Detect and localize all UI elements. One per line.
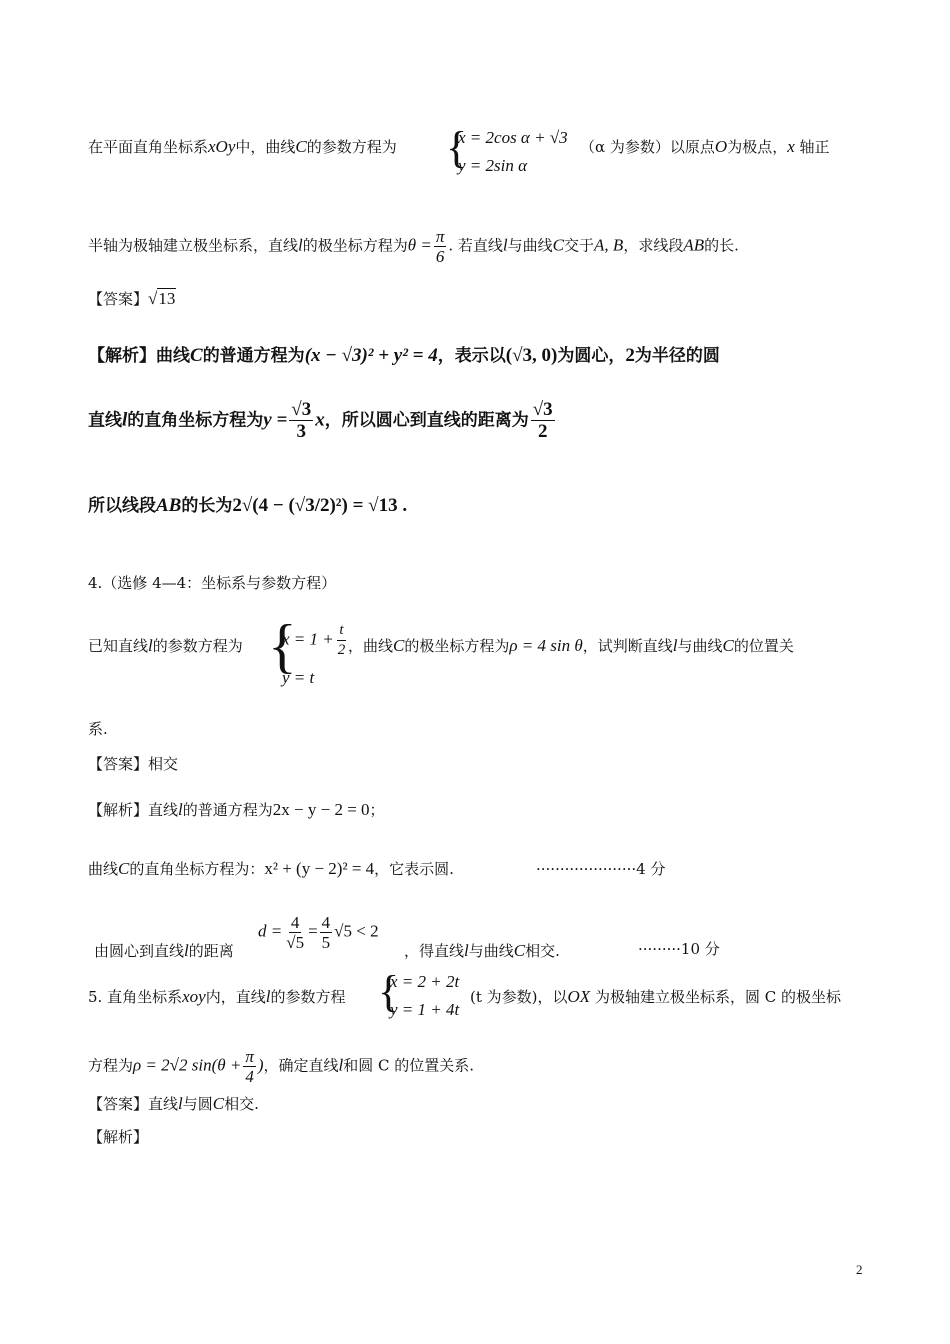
equation-x <box>282 622 349 659</box>
numerator: √3 <box>532 399 553 420</box>
text: ； <box>369 801 385 819</box>
math-l: l <box>184 941 189 960</box>
math-xoy: xoy <box>182 987 206 1006</box>
p5-param-system <box>378 968 468 1024</box>
left-brace-icon: { <box>378 967 400 1016</box>
p4-analysis-line3b <box>404 942 560 959</box>
text: ，曲线 <box>348 637 394 655</box>
text: 为半径的圆 <box>634 346 720 366</box>
text: 的长为 <box>181 496 233 516</box>
text: 已知直线 <box>88 637 149 655</box>
numerator: π <box>435 227 445 246</box>
score-mark: ·········10 分 <box>638 940 720 958</box>
text: 5. 直角坐标系 <box>88 988 183 1006</box>
text: 的参数方程 <box>270 988 346 1006</box>
denominator: 3 <box>296 421 307 442</box>
p5-question-line1 <box>88 988 345 1005</box>
text: 的长. <box>704 236 739 255</box>
equation-circle: x² + (y − 2)² = 4 <box>264 859 375 878</box>
fraction-4-sqrt5 <box>284 914 306 951</box>
p3-analysis-line1 <box>88 346 720 365</box>
answer-value: √13 <box>148 289 176 308</box>
math-c: C <box>722 636 734 655</box>
text: 直线 <box>148 1095 179 1113</box>
text: 与曲线 <box>468 942 514 960</box>
math-ab: AB <box>683 235 705 255</box>
equation-y: y = 2sin α <box>458 156 528 175</box>
answer-value: 相交 <box>148 755 179 773</box>
text: 系. <box>88 720 108 738</box>
p3-answer <box>88 290 176 307</box>
text: ，确定直线 <box>263 1056 339 1075</box>
text: 的普通方程为 <box>182 801 273 819</box>
text: 与曲线 <box>677 637 723 655</box>
denominator: 2 <box>337 642 346 658</box>
p4-param-system <box>268 613 348 692</box>
math-c: C <box>393 636 405 655</box>
text: 和圆 C 的位置关系. <box>343 1056 475 1075</box>
math-x: x <box>315 409 325 431</box>
math-theta: θ = <box>407 235 432 255</box>
math-o: O <box>714 137 728 156</box>
text: (t 为参数)，以 <box>470 988 568 1006</box>
equation-y: y = 1 + 4t <box>390 1000 460 1019</box>
text: 直线 <box>148 801 179 819</box>
text: 由圆心到直线 <box>94 942 185 960</box>
equation-circle: (x − √3)² + y² = 4 <box>304 345 438 366</box>
text: （α 为参数）以原点 <box>580 138 715 156</box>
text: 曲线 <box>88 860 119 878</box>
math-c: C <box>552 235 565 255</box>
numerator: t <box>337 622 345 641</box>
fraction-4-5 <box>320 914 333 951</box>
equation-line: 2x − y − 2 = 0 <box>272 800 370 819</box>
p3-analysis-line3 <box>88 496 407 515</box>
math-ab: AB <box>156 495 182 516</box>
p5-analysis <box>88 1130 148 1145</box>
math-l: l <box>502 235 508 255</box>
text: 与圆 <box>182 1095 213 1113</box>
text: 曲线 <box>156 346 190 366</box>
text: 中，曲线 <box>235 138 296 156</box>
fraction-t-2 <box>336 622 348 659</box>
answer-label: 【答案】 <box>88 755 149 773</box>
p4-distance-eq: d = $\frac{4}{√5}$ = $\frac{4}{5}$ √5 < 2 <box>258 913 379 952</box>
math-two: 2 <box>625 345 635 366</box>
math-ox: OX <box>567 987 591 1006</box>
math-c: C <box>190 345 203 366</box>
text: 轴正 <box>799 138 830 156</box>
text: 方程为 <box>88 1056 134 1075</box>
math-xoy: xOy <box>208 137 236 156</box>
analysis-label: 【解析】 <box>88 346 156 366</box>
p4-analysis-line3 <box>94 942 234 959</box>
text: 的距离 <box>188 942 234 960</box>
analysis-label: 【解析】 <box>88 1128 149 1146</box>
text: 直线 <box>88 410 122 431</box>
text: 为极轴建立极坐标系，圆 C 的极坐标 <box>594 988 841 1006</box>
text: 的极坐标方程为 <box>404 637 510 655</box>
p4-question-line1 <box>88 637 243 654</box>
answer-label: 【答案】 <box>88 1095 149 1113</box>
p3-question-line1 <box>88 138 397 155</box>
denominator: 6 <box>435 247 445 266</box>
text: ，所以圆心到直线的距离为 <box>324 410 529 431</box>
text: 为极点， <box>727 138 788 156</box>
math-l: l <box>338 1055 344 1075</box>
p4-question-line2 <box>88 722 108 737</box>
denominator: 2 <box>537 421 548 442</box>
math-y: y = <box>263 409 288 431</box>
denominator: 5 <box>321 933 331 952</box>
numerator: π <box>245 1047 254 1066</box>
math-l: l <box>464 941 469 960</box>
score-mark: ·····················4 分 <box>536 860 666 878</box>
text: 在平面直角坐标系 <box>88 138 209 156</box>
equation-length: 2√(4 − (√3/2)²) = √13 . <box>232 495 408 516</box>
left-brace-icon: { <box>268 613 297 679</box>
text: 的参数方程为 <box>152 637 243 655</box>
text: 半轴为极轴建立极坐标系，直线 <box>88 236 299 255</box>
math-points: A, B <box>594 235 624 255</box>
text: 为圆心， <box>557 346 626 366</box>
math-l: l <box>265 987 271 1006</box>
radicand: 13 <box>158 289 176 308</box>
math-l: l <box>148 636 153 655</box>
text: 内，直线 <box>205 988 266 1006</box>
analysis-label: 【解析】 <box>88 801 149 819</box>
p4-score-4 <box>536 862 665 877</box>
text: 交于 <box>564 236 595 255</box>
answer-label: 【答案】 <box>88 290 149 308</box>
p5-question-line2 <box>88 1048 474 1085</box>
text: 的位置关 <box>733 637 794 655</box>
p4-score-10 <box>638 942 720 957</box>
text: . 若直线 <box>448 236 503 255</box>
equation-y: y = t <box>282 668 315 687</box>
fraction-distance <box>531 400 555 441</box>
equation-x: x = 2cos α + √3 <box>458 128 568 147</box>
p3-question-line2 <box>88 228 739 265</box>
equation-rho: ρ = 2√2 sin(θ + <box>133 1055 242 1075</box>
text: 与曲线 <box>507 236 553 255</box>
denominator: 4 <box>245 1067 254 1086</box>
page-number: 2 <box>856 1262 863 1277</box>
math-c: C <box>295 137 307 156</box>
numerator: √3 <box>291 399 312 420</box>
math-center: (√3, 0) <box>505 345 558 366</box>
p3-question-line1b <box>580 138 830 155</box>
text: ，它表示圆. <box>374 860 454 878</box>
numerator: 4 <box>290 913 300 932</box>
fraction-pi-4 <box>243 1048 256 1085</box>
math-l: l <box>672 636 678 655</box>
text: ，表示以 <box>437 346 506 366</box>
left-brace-icon: { <box>446 123 468 172</box>
p5-answer <box>88 1095 259 1112</box>
math-l: l <box>178 1094 183 1113</box>
math-c: C <box>513 941 526 960</box>
text: 的参数方程为 <box>306 138 397 156</box>
fraction-pi-6 <box>434 228 447 265</box>
text: 的极坐标方程为 <box>302 236 408 255</box>
fraction-sqrt3-3 <box>289 400 313 441</box>
text: ，得直线 <box>404 942 465 960</box>
denominator: √5 <box>286 933 305 952</box>
p3-analysis-line2 <box>88 400 557 441</box>
text: 的普通方程为 <box>202 346 305 366</box>
section-title: 4.（选修 4—4：坐标系与参数方程） <box>88 574 337 592</box>
text: ，求线段 <box>623 236 684 255</box>
text: 的直角坐标方程为 <box>127 410 264 431</box>
text: 相交. <box>224 1095 259 1113</box>
p4-answer <box>88 757 178 772</box>
equation-x: x = 2 + 2t <box>390 972 460 991</box>
eq-part: x = 1 + <box>282 629 334 649</box>
text: 的直角坐标方程为： <box>129 860 265 878</box>
numerator: 4 <box>321 913 331 932</box>
math-tail: √5 < 2 <box>334 921 379 941</box>
paren: ) <box>257 1055 264 1075</box>
math-x: x <box>787 137 795 156</box>
math-c: C <box>212 1094 225 1113</box>
text: ，试判断直线 <box>582 637 673 655</box>
p4-analysis-line1 <box>88 801 385 818</box>
math-l: l <box>298 235 303 255</box>
p4-analysis-line2 <box>88 860 454 877</box>
text: 相交. <box>525 942 560 960</box>
p5-question-line1b <box>470 988 841 1005</box>
text: 所以线段 <box>88 496 156 516</box>
math-l: l <box>178 800 183 819</box>
p4-question-line1b <box>348 637 794 654</box>
math-l: l <box>122 409 128 431</box>
p4-title <box>88 576 336 591</box>
equation-rho: ρ = 4 sin θ <box>509 636 583 655</box>
math-d: d = <box>258 921 283 941</box>
p3-param-system <box>446 124 576 180</box>
math-c: C <box>118 859 130 878</box>
